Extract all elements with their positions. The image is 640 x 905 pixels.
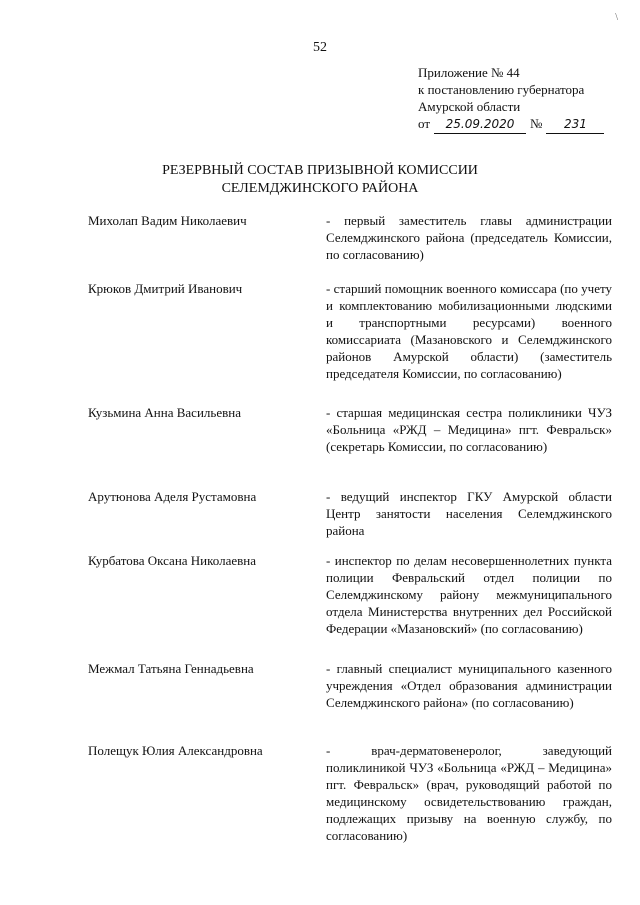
- page-number: 52: [313, 40, 327, 55]
- corner-mark: \: [615, 12, 618, 23]
- date-prefix: от: [418, 116, 431, 131]
- appendix-block: [418, 64, 618, 134]
- member-name: Кузьмина Анна Васильевна: [88, 405, 241, 420]
- number-prefix: №: [530, 116, 543, 131]
- handwritten-date: 25.09.2020: [434, 116, 526, 134]
- member-role: - первый заместитель главы администрации Селемджинского района (председатель Комиссии, по согласованию): [326, 213, 612, 262]
- appendix-line-3: Амурской области: [418, 99, 521, 114]
- appendix-line-2: к постановлению губернатора: [418, 82, 585, 97]
- appendix-date-line: [418, 115, 618, 134]
- member-role: - инспектор по делам несовершеннолетних пункта полиции Февральский отдел полиции по Селемджинскому району межмуниципального отдела Министерства внутренних дел Российской Федерации «Мазановский» (по согласованию): [326, 553, 612, 636]
- member-name: Крюков Дмитрий Иванович: [88, 281, 243, 296]
- document-title: [0, 162, 640, 198]
- member-role: - врач-дерматовенеролог, заведующий поликлиникой ЧУЗ «Больница «РЖД – Медицина» пгт. Февральск» (врач, руководящий работой по медицинскому освидетельствованию граждан, подлежащих призыву на военную службу, по согласованию): [326, 743, 612, 843]
- member-role: - ведущий инспектор ГКУ Амурской области Центр занятости населения Селемджинского района: [326, 489, 612, 538]
- appendix-line-1: Приложение № 44: [418, 65, 520, 80]
- member-role: - главный специалист муниципального казенного учреждения «Отдел образования администрации Селемджинского района» (по согласованию): [326, 661, 612, 710]
- member-name: Арутюнова Аделя Рустамовна: [88, 489, 257, 504]
- member-role: - старший помощник военного комиссара (по учету и комплектованию мобилизационными людскими и транспортными ресурсами) военного комиссариата (Мазановского и Селемджинского районов Амурской области) (заместитель председателя Комиссии, по согласованию): [326, 281, 612, 381]
- title-line-2: СЕЛЕМДЖИНСКОГО РАЙОНА: [221, 181, 419, 196]
- member-name: Межмал Татьяна Геннадьевна: [88, 661, 254, 676]
- member-name: Михолап Вадим Николаевич: [88, 213, 247, 228]
- member-role: - старшая медицинская сестра поликлиники ЧУЗ «Больница «РЖД – Медицина» пгт. Февральск» (секретарь Комиссии, по согласованию): [326, 405, 612, 454]
- member-name: Курбатова Оксана Николаевна: [88, 553, 257, 568]
- handwritten-number: 231: [546, 116, 604, 134]
- title-line-1: РЕЗЕРВНЫЙ СОСТАВ ПРИЗЫВНОЙ КОМИССИИ: [162, 163, 478, 178]
- member-name: Полещук Юлия Александровна: [88, 743, 263, 758]
